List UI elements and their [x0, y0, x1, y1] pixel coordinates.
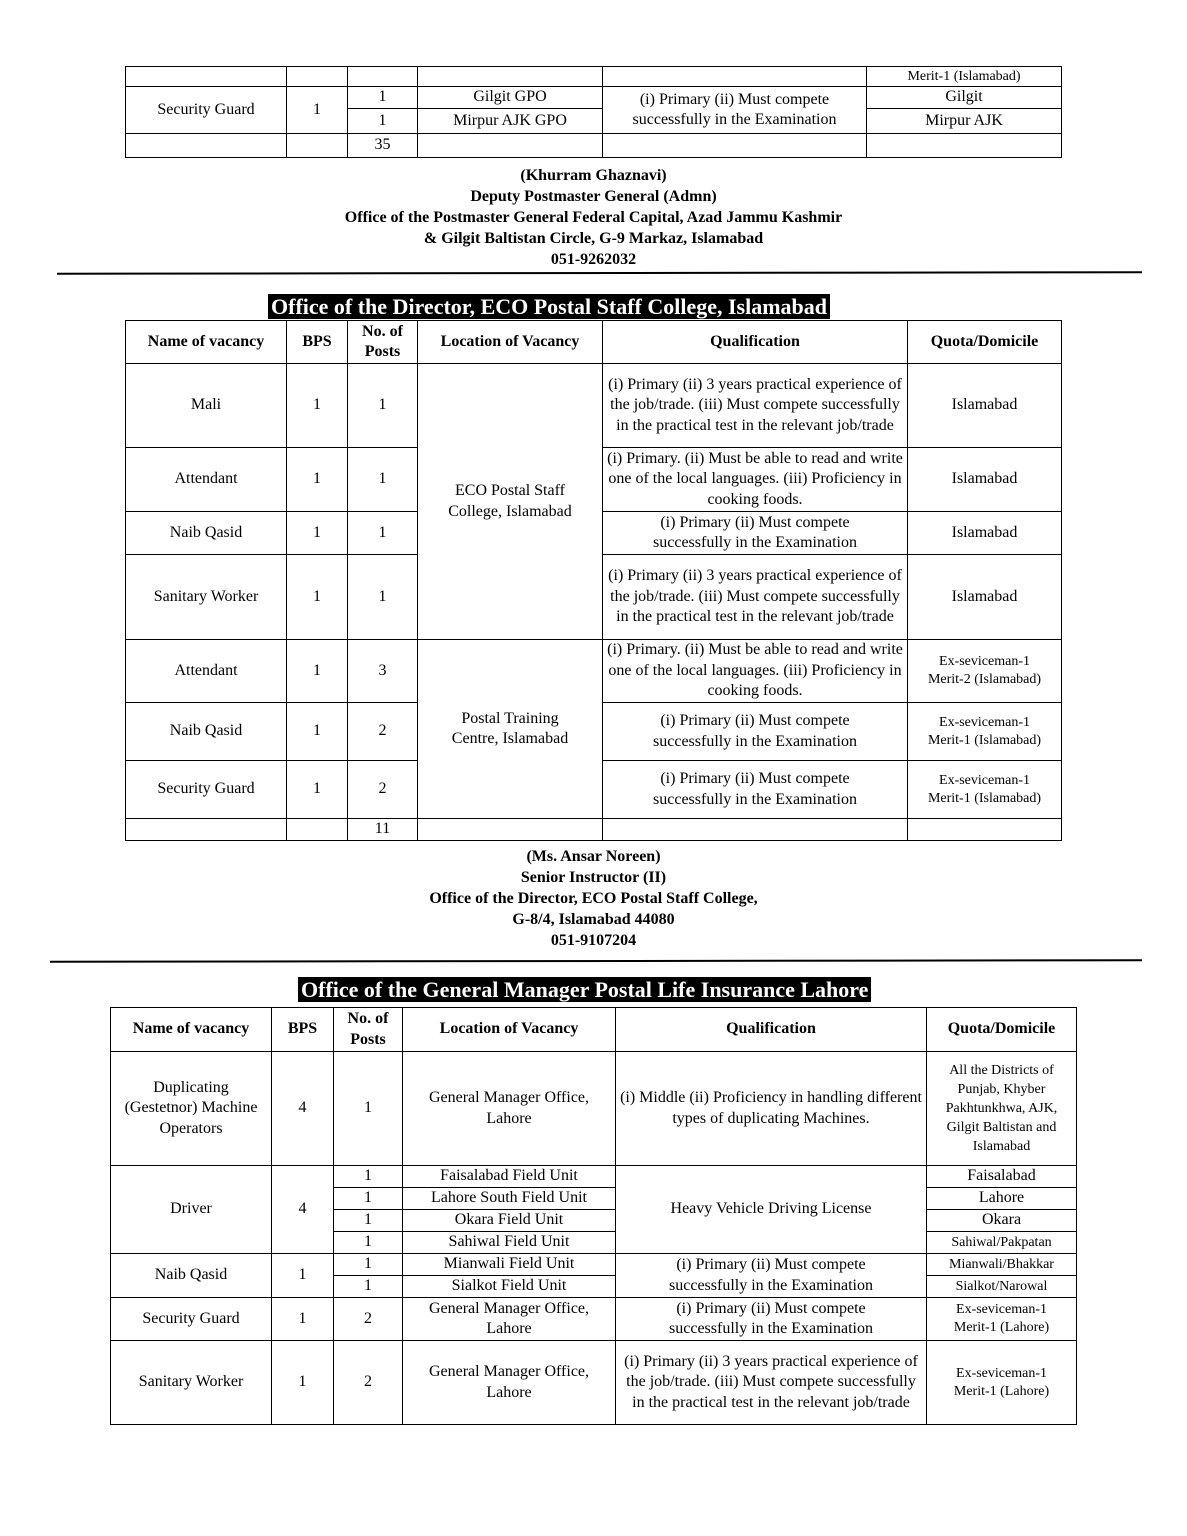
quota-cell: All the Districts of Punjab, Khyber Pakhtunkhwa, AJK, Gilgit Baltistan and Islamabad: [927, 1052, 1077, 1166]
vacancy-name-cell: Naib Qasid: [126, 703, 287, 761]
location-cell: General Manager Office, Lahore: [403, 1052, 616, 1166]
bps-cell: 1: [287, 87, 348, 134]
table-row: [111, 1052, 1077, 1166]
section-title: Office of the Director, ECO Postal Staff College, Islamabad: [268, 294, 830, 319]
quota-cell: Ex-seviceman-1 Merit-2 (Islamabad): [908, 640, 1062, 703]
posts-cell: 2: [348, 703, 418, 761]
location-cell: General Manager Office, Lahore: [403, 1341, 616, 1425]
posts-cell: 1: [348, 555, 418, 640]
column-header: Location of Vacancy: [403, 1008, 616, 1052]
bps-cell: 1: [272, 1341, 334, 1425]
bps-cell: 1: [287, 761, 348, 819]
qualification-cell: (i) Primary (ii) Must compete successfully in the Examination: [616, 1298, 927, 1341]
posts-cell: 1: [334, 1188, 403, 1210]
bps-cell: 1: [272, 1254, 334, 1298]
location-cell: Mianwali Field Unit: [403, 1254, 616, 1276]
vacancy-name-cell: Attendant: [126, 640, 287, 703]
table-row: [111, 1166, 1077, 1188]
posts-cell: 1: [334, 1254, 403, 1276]
location-cell: Okara Field Unit: [403, 1210, 616, 1232]
pli-vacancy-table: [110, 1007, 1077, 1425]
quota-cell: Islamabad: [908, 512, 1062, 555]
quota-cell: Ex-seviceman-1 Merit-1 (Islamabad): [908, 703, 1062, 761]
qualification-cell: (i) Primary (ii) Must compete successfully in the Examination: [603, 703, 908, 761]
vacancy-name-cell: Driver: [111, 1166, 272, 1254]
quota-cell: Ex-seviceman-1 Merit-1 (Lahore): [927, 1298, 1077, 1341]
qualification-cell: (i) Primary (ii) 3 years practical experience of the job/trade. (iii) Must compete successfully in the practical test in the relevant job/trade: [603, 364, 908, 448]
vacancy-name-cell: Security Guard: [126, 761, 287, 819]
posts-cell: 2: [334, 1298, 403, 1341]
table-row: [111, 1341, 1077, 1425]
section-divider: [50, 959, 1142, 963]
eco-vacancy-table: [125, 320, 1062, 841]
qualification-cell: (i) Primary (ii) Must compete successfully in the Examination: [603, 761, 908, 819]
quota-cell: Lahore: [927, 1188, 1077, 1210]
office-address-line: Office of the Director, ECO Postal Staff College,: [429, 890, 758, 907]
phone-number: 051-9262032: [550, 251, 637, 268]
posts-cell: 2: [348, 761, 418, 819]
total-row: [126, 819, 1062, 841]
column-header: Qualification: [616, 1008, 927, 1052]
posts-cell: 1: [348, 364, 418, 448]
header-row: [111, 1008, 1077, 1052]
bps-cell: 1: [287, 448, 348, 512]
bps-cell: 1: [287, 703, 348, 761]
table-row: [111, 1254, 1077, 1276]
table-row: [126, 640, 1062, 703]
bps-cell: 1: [287, 512, 348, 555]
signatory-designation: Deputy Postmaster General (Admn): [470, 188, 717, 205]
location-cell: General Manager Office, Lahore: [403, 1298, 616, 1341]
column-header: No. of Posts: [348, 321, 418, 364]
qualification-cell: (i) Primary (ii) 3 years practical experience of the job/trade. (iii) Must compete successfully in the practical test in the relevant job/trade: [603, 555, 908, 640]
table-row: [126, 364, 1062, 448]
signature-block-2: [200, 846, 987, 951]
column-header: Name of vacancy: [111, 1008, 272, 1052]
location-cell: Sialkot Field Unit: [403, 1276, 616, 1298]
posts-cell: 1: [348, 87, 418, 109]
office-address-line: G-8/4, Islamabad 44080: [512, 911, 675, 928]
location-cell: Postal Training Centre, Islamabad: [418, 640, 603, 819]
bps-cell: 1: [272, 1298, 334, 1341]
vacancy-name-cell: Naib Qasid: [111, 1254, 272, 1298]
total-posts-cell: 35: [348, 134, 418, 158]
column-header: Quota/Domicile: [908, 321, 1062, 364]
section-title: Office of the General Manager Postal Life Insurance Lahore: [298, 977, 871, 1002]
quota-cell: Okara: [927, 1210, 1077, 1232]
table-row: [126, 67, 1062, 87]
vacancy-name-cell: Security Guard: [111, 1298, 272, 1341]
quota-cell: Mianwali/Bhakkar: [927, 1254, 1077, 1276]
phone-number: 051-9107204: [550, 932, 637, 949]
location-cell: Lahore South Field Unit: [403, 1188, 616, 1210]
bps-cell: 4: [272, 1166, 334, 1254]
column-header: Location of Vacancy: [418, 321, 603, 364]
qualification-cell: (i) Primary (ii) Must compete successfully in the Examination: [603, 87, 867, 134]
bps-cell: 1: [287, 640, 348, 703]
section-divider: [57, 271, 1142, 275]
column-header: No. of Posts: [334, 1008, 403, 1052]
quota-cell: Ex-seviceman-1 Merit-1 (Islamabad): [908, 761, 1062, 819]
quota-cell: Ex-seviceman-1 Merit-1 (Lahore): [927, 1341, 1077, 1425]
quota-cell: Islamabad: [908, 448, 1062, 512]
location-cell: Gilgit GPO: [418, 87, 603, 109]
posts-cell: 2: [334, 1341, 403, 1425]
posts-cell: 1: [334, 1052, 403, 1166]
quota-cell: Mirpur AJK: [867, 109, 1062, 134]
column-header: BPS: [272, 1008, 334, 1052]
qualification-cell: Heavy Vehicle Driving License: [616, 1166, 927, 1254]
bps-cell: 1: [287, 364, 348, 448]
signatory-name: (Ms. Ansar Noreen): [526, 848, 661, 865]
location-cell: ECO Postal Staff College, Islamabad: [418, 364, 603, 640]
qualification-cell: (i) Middle (ii) Proficiency in handling different types of duplicating Machines.: [616, 1052, 927, 1166]
location-cell: Mirpur AJK GPO: [418, 109, 603, 134]
posts-cell: 1: [348, 448, 418, 512]
posts-cell: 1: [334, 1210, 403, 1232]
column-header: BPS: [287, 321, 348, 364]
total-posts-cell: 11: [348, 819, 418, 841]
qualification-cell: (i) Primary. (ii) Must be able to read and write one of the local languages. (iii) Proficiency in cooking foods.: [603, 640, 908, 703]
posts-cell: 1: [334, 1276, 403, 1298]
table-row: [126, 87, 1062, 109]
vacancy-name-cell: Sanitary Worker: [126, 555, 287, 640]
office-address-line: & Gilgit Baltistan Circle, G-9 Markaz, Islamabad: [423, 230, 764, 247]
posts-cell: 3: [348, 640, 418, 703]
signatory-name: (Khurram Ghaznavi): [520, 167, 667, 184]
signatory-designation: Senior Instructor (II): [520, 869, 667, 886]
posts-cell: 1: [334, 1232, 403, 1254]
location-cell: Sahiwal Field Unit: [403, 1232, 616, 1254]
bps-cell: 4: [272, 1052, 334, 1166]
quota-cell: Gilgit: [867, 87, 1062, 109]
vacancy-name-cell: Security Guard: [126, 87, 287, 134]
vacancy-name-cell: Sanitary Worker: [111, 1341, 272, 1425]
vacancy-name-cell: Mali: [126, 364, 287, 448]
column-header: Qualification: [603, 321, 908, 364]
posts-cell: 1: [334, 1166, 403, 1188]
continuation-table: [125, 66, 1062, 158]
qualification-cell: (i) Primary. (ii) Must be able to read and write one of the local languages. (iii) Proficiency in cooking foods.: [603, 448, 908, 512]
vacancy-name-cell: Duplicating (Gestetnor) Machine Operators: [111, 1052, 272, 1166]
signature-block-1: [200, 165, 987, 270]
posts-cell: 1: [348, 109, 418, 134]
quota-cell: Merit-1 (Islamabad): [867, 67, 1062, 87]
header-row: [126, 321, 1062, 364]
quota-cell: Faisalabad: [927, 1166, 1077, 1188]
bps-cell: 1: [287, 555, 348, 640]
quota-cell: Islamabad: [908, 364, 1062, 448]
quota-cell: Sahiwal/Pakpatan: [927, 1232, 1077, 1254]
total-row: [126, 134, 1062, 158]
posts-cell: 1: [348, 512, 418, 555]
qualification-cell: (i) Primary (ii) Must compete successfully in the Examination: [603, 512, 908, 555]
vacancy-name-cell: Attendant: [126, 448, 287, 512]
quota-cell: Sialkot/Narowal: [927, 1276, 1077, 1298]
qualification-cell: (i) Primary (ii) Must compete successfully in the Examination: [616, 1254, 927, 1298]
vacancy-name-cell: Naib Qasid: [126, 512, 287, 555]
qualification-cell: (i) Primary (ii) 3 years practical experience of the job/trade. (iii) Must compete successfully in the practical test in the relevant job/trade: [616, 1341, 927, 1425]
table-row: [111, 1298, 1077, 1341]
office-address-line: Office of the Postmaster General Federal Capital, Azad Jammu Kashmir: [344, 209, 843, 226]
column-header: Name of vacancy: [126, 321, 287, 364]
quota-cell: Islamabad: [908, 555, 1062, 640]
column-header: Quota/Domicile: [927, 1008, 1077, 1052]
location-cell: Faisalabad Field Unit: [403, 1166, 616, 1188]
